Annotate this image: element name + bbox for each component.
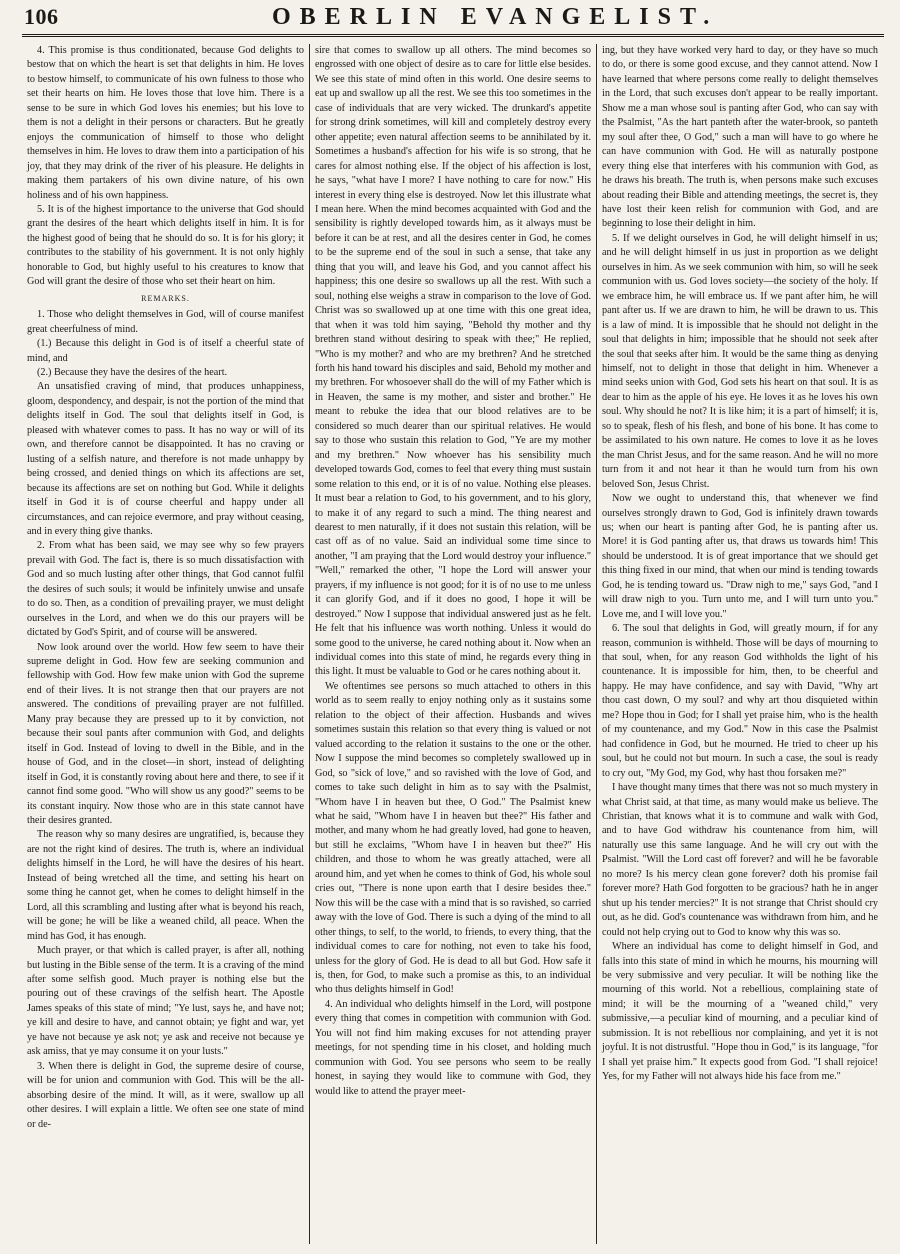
paragraph: (1.) Because this delight in God is of itself a cheerful state of mind, and — [27, 338, 304, 364]
paragraph: 5. It is of the highest importance to the universe that God should grant the desires of the heart which delights itself in him. It is for the highest good of being that he should do so. It is for his glory; it contributes to the stability of his government. It is not only highly honorable to God, but highly useful to his creatures to know that God will grant the desire of those who set their heart on him. — [27, 203, 304, 288]
paragraph: 4. This promise is thus conditionated, because God delights to bestow that on which the heart is set that delights in him. He loves to bestow himself, to communicate of his own fulness to those who set their hearts on him. He loves those that love him. There is a sense to be sure in which God loves his enemies; but his love to them is not a delight in their persons or characters. But he greatly enjoys the communication of himself to those who delight themselves in him. He loves to draw them into a participation of his joy, that they may drink of the river of his pleasure. He delights in making them partakers of his own divine nature, of his own holiness and of his own happiness. — [27, 45, 304, 201]
paragraph: Much prayer, or that which is called prayer, is after all, nothing but lusting in the Bible sense of the term. It is a craving of the mind after some selfish good. Much prayer is nothing else but the pouring out of these cravings of the selfish heart. The Apostle James speaks of this state of mind; "Ye lust, says he, and have not; ye kill and desire to have, and cannot obtain; ye fight and war, yet ye have not because ye ask not; ye ask and receive not because ye ask amiss, that ye may consume it on your lusts." — [27, 945, 304, 1058]
paragraph: 3. When there is delight in God, the supreme desire of course, will be for union and communion with God. This will be the all-absorbing desire of the mind. It will, as it were, swallow up all other desires. I will explain a little. We often see one state of mind or de- — [27, 1060, 304, 1130]
paragraph: (2.) Because they have the desires of the heart. — [37, 366, 228, 378]
paragraph: 2. From what has been said, we may see why so few prayers prevail with God. The fact is, there is so much dissatisfaction with God and so much lusting after other things, that God cannot fulfil the desires of such souls; it would be infinitely unwise and unsafe to do so. Then, as a condition of prevailing prayer, we must delight ourselves in the Lord, and when we do this our prayers will be dictated by God's Spirit, and of course will be answered. — [27, 540, 304, 639]
paragraph: 4. An individual who delights himself in the Lord, will postpone every thing that comes in competition with communion with God. You will not find him making excuses for not attending prayer meetings, for not spending time in his closet, and holding much communion with God. You see persons who seem to be really honest, in saying they would like to commune with God, they would like to attend the prayer meet- — [315, 998, 591, 1097]
paragraph: 6. The soul that delights in God, will greatly mourn, if for any reason, communion is withheld. Those will be days of mourning to that soul, when, for any reason God withholds the light of his countenance. It is impossible for him, then, to be cheerful and happy. He may have confidence, and say with David, "Why art thou cast down, O my soul? and why art thou disquieted within me? Hope thou in God; for I shall yet praise him, who is the health of my countenance, and my God." Now in this case the Psalmist had confidence in God, but he mourned. He tried to cheer up his soul, but he could not but mourn. In such a case, the soul is ready to cry out, "My God, my God, why hast thou forsaken me?" — [602, 623, 878, 779]
journal-title: OBERLIN EVANGELIST. — [272, 4, 719, 30]
column-3 — [596, 44, 883, 1244]
paragraph: An unsatisfied craving of mind, that produces unhappiness, gloom, despondency, and despair, is not the portion of the mind that delights itself in God. The soul that delights itself in God, is pleased with whatever comes to pass. It has no way or will of its own, and therefore cannot be disappointed. It has no craving or lusting of a selfish nature, and therefore is not made unhappy by being crossed, and denied things on which its affections are set, because its affections are set on nothing but God. While it delights itself in God it is of course cheerful and happy under all circumstances, and can rejoice evermore, and pray without ceasing, and in every thing give thanks. — [27, 381, 304, 537]
page-number: 106 — [24, 4, 59, 29]
masthead — [22, 4, 884, 37]
paragraph: ing, but they have worked very hard to day, or they have so much to do, or there is some good excuse, and they cannot attend. Now I have learned that where persons come really to delight themselves in the Lord, that such excuses don't appear to be really important. Show me a man whose soul is panting after God, who can say with the Psalmist, "As the hart panteth after the water-brook, so panteth my soul after thee, O God," such a man will have to go where he can have communion with God. He will as naturally postpone every thing else that interferes with his communion with God, as he draws his breath. The truth is, when persons make such excuses about reading their Bible and attending meetings, the secret is, they have lost their keen relish for communion with God, and are beginning to lose their delight in him. — [602, 45, 878, 230]
paragraph: Where an individual has come to delight himself in God, and falls into this state of mind in which he mourns, his mourning will be very submissive and very peculiar. It will be nothing like the mourning of this world. Not a rebellious, complaining state of mind; it will be the mourning of a "weaned child," very submissive,—a peculiar kind of mourning, and a peculiar kind of submission. It is not rebellious nor complaining, and yet it is not joyful. It is not distrustful. "Hope thou in God," is its language, "for I shall yet praise him." It expects good from God. "I shall rejoice! Yes, for my Father will not always hide his face from me." — [602, 941, 878, 1083]
paragraph: I have thought many times that there was not so much mystery in what Christ said, at that time, as many would make us believe. The Christian, that knows what it is to commune and walk with God, and to have God withdraw his countenance from him, will naturally use this same language. And he will cry out with the Psalmist. "Will the Lord cast off forever? and will he be favorable no more? Is his mercy clean gone forever? doth his promise fail forever more? Hath God forgotten to be gracious? hath he in anger shut up his tender mercies?" It is not strange that Christ should cry out, as he did. God's countenance was withdrawn from him, and he could not help crying out to God to know why this was so. — [602, 782, 878, 938]
paragraph: 1. Those who delight themselves in God, will of course manifest great cheerfulness of mind. — [27, 309, 304, 335]
paragraph: sire that comes to swallow up all others. The mind becomes so engrossed with one object of desire as to care for little else besides. We see this state of mind often in this world. One desire seems to eat up and swallow up all the rest. We see this too sometimes in the case of individuals that are very wicked. The drunkard's appetite for strong drink sometimes, will kill and completely destroy every other appetite; even natural affection seems to be annihilated by it. Sometimes a husband's affection for his wife is so strong, that he cares for almost nothing else. If the object of his affection is lost, he says, "what have I more? I have nothing to care for now." His interest in every thing else is destroyed. Now let this illustrate what I mean here. When the mind becomes acquainted with God and the sensibility is rightly developed towards him, as it always must be before it can be at rest, and all the desires center in God, he comes to be the supreme end of the soul in such a sense, that take any thing that you will, and leave his God, and you cannot affect his happiness; this one desire so swallows up all the rest. With such a soul, nothing else weighs a straw in comparison to the love of God. Christ was so swallowed up at one time with this one great idea, that when it was told him saying, "Behold thy mother and thy brethren stand without desiring to speak with thee;" He replied, "Who is my mother? and who are my brethren? And he stretched forth his hand toward his disciples and said, Behold my mother and my brethren. For whosoever shall do the will of my Father which is in Heaven, the same is my mother, and sister and brother." He meant to rebuke the idea that our blood relatives are to be considered so much dearer than our spiritual relatives. He would say to those who sustain this relation to God, "Ye are my mother and my brethren." Now whoever has his sensibility much developed towards God, comes to feel that every thing must sustain some relation to this end, or it is of no value. Nothing else pleases. It must bear a relation to God, to his government, and to his glory, to make it of any regard to such a mind. The thing nearest and dearest to men naturally, if it does not sustain this relation, will be cast off as of no value. Said an individual some time since to another, "I am praying that the Lord would destroy your influence." "Well," remarked the other, "I hope the Lord will answer your prayers, if my influence is not good; for it is of no use to me unless it can glorify God, and if it does no good, I hope it will be destroyed." Now I suppose that individual answered just as he felt. He felt that his influence was worth nothing. Unless it would do some good to the universe, he cared nothing about it. Now when an individual comes into this state of mind, he regards every thing in this light. It must be valuable to God or he cares nothing about it. — [315, 45, 591, 678]
section-heading: REMARKS. — [141, 293, 190, 303]
text-columns — [22, 44, 884, 1244]
newspaper-page — [22, 4, 884, 1248]
paragraph: 5. If we delight ourselves in God, he will delight himself in us; and he will delight himself in us just in proportion as we delight ourselves in him. As we seek communion with him, so will he seek communion with us. God loves society—the society of the holy. If we embrace him, he will embrace us. If we pant after him, he will pant after us. If we are drawn to him, he will be drawn to us. This is a law of mind. It is impossible that he should not delight in the soul that delights in him; impossible that he should not seek after the soul that seeks after him. It would be the same thing as denying himself, not to delight in those that delight in him. Whenever a mind seeks union with God, God sets his heart on that soul. It is as dear to him as the apple of his eye. He loves it as he loves his own soul. Why should he not? It is like him; it is a part of himself; it is, so to speak, flesh of his flesh, and bone of his bone. It has come to be assimilated to his own nature. He comes to love it as he loves the man Christ Jesus, and for the same reason. And he will no more turn from it and not hear it than he would turn from his own beloved Son, Jesus Christ. — [602, 232, 878, 490]
paragraph: Now we ought to understand this, that whenever we find ourselves strongly drawn to God, God is infinitely drawn towards us; when our heart is panting after God, he is panting after us. More! it is God panting after us, that draws us towards him! This should be understood. It is of great importance that we should get this thing fixed in our mind, that when our mind is tending towards God, he is tending toward us. "Draw nigh to me," says God, "and I will draw nigh to you. Turn unto me, and I will turn unto you." Love me, and I will love you." — [602, 493, 878, 620]
column-1 — [22, 44, 309, 1244]
paragraph: We oftentimes see persons so much attached to others in this world as to seem really to enjoy nothing only as it sustains some relation to the object of their affection. Husbands and wives sometimes sustain this relation so that every thing is valued or not valued according to the relation it sustains to the one or the other. Now I suppose the mind becomes so completely swallowed up in God, so "sick of love," and so ravished with the love of God, and comes to take such delight in him as to say with the Psalmist, "Whom have I in heaven but thee, O God." The Psalmist knew what he said, "Whom have I in heaven but thee?" His father and mother, and many whom he had greatly loved, had gone to heaven, but still he exclaims, "Whom have I in heaven but thee?" His children, and those to whom he was greatly attached, were all around him, and yet when he comes to think of God, his whole soul cries out, "There is none upon earth that I desire besides thee." Now this will be the case with a mind that is so ravished, so carried away with the love of God. There is such a dying of the mind to all other things, to self, to the world, to friends, to every thing, that the individual comes to care for nothing, not even to take his food, unless for the glory of God. He is dead to all but God. How safe it is, then, for God, to make such a promise as this, to an individual who thus delights himself in God! — [315, 680, 591, 996]
column-2 — [309, 44, 596, 1244]
paragraph: Now look around over the world. How few seem to have their supreme delight in God. How few are seeking communion and fellowship with God. How few make union with God the supreme end of their lives. It is not strange then that our prayers are not answered. The conditions of prevailing prayer are not fulfilled. Many pray because they are pressed up to it by conviction, not because their soul pants after communion with God, and delights itself in God. Instead of loving to dwell in the Bible, and in the house of God, and in the closet—in short, instead of delighting itself in God, it is constantly roving about here and there, to see if it cannot find some good. "Who will show us any good?" seems to be its constant inquiry. Now those who are in this state cannot have their desires granted. — [27, 641, 304, 827]
paragraph: The reason why so many desires are ungratified, is, because they are not the right kind of desires. The truth is, where an individual delights himself in the Lord, he will have the desires of his heart. Instead of being wretched all the time, and setting his heart on some thing he cannot get, when he comes to delight himself in the Lord, all this scrambling and lusting after what is beyond his reach, will be gone; he will be like a weaned child, all peace. When the mind has God, it has enough. — [27, 829, 304, 942]
